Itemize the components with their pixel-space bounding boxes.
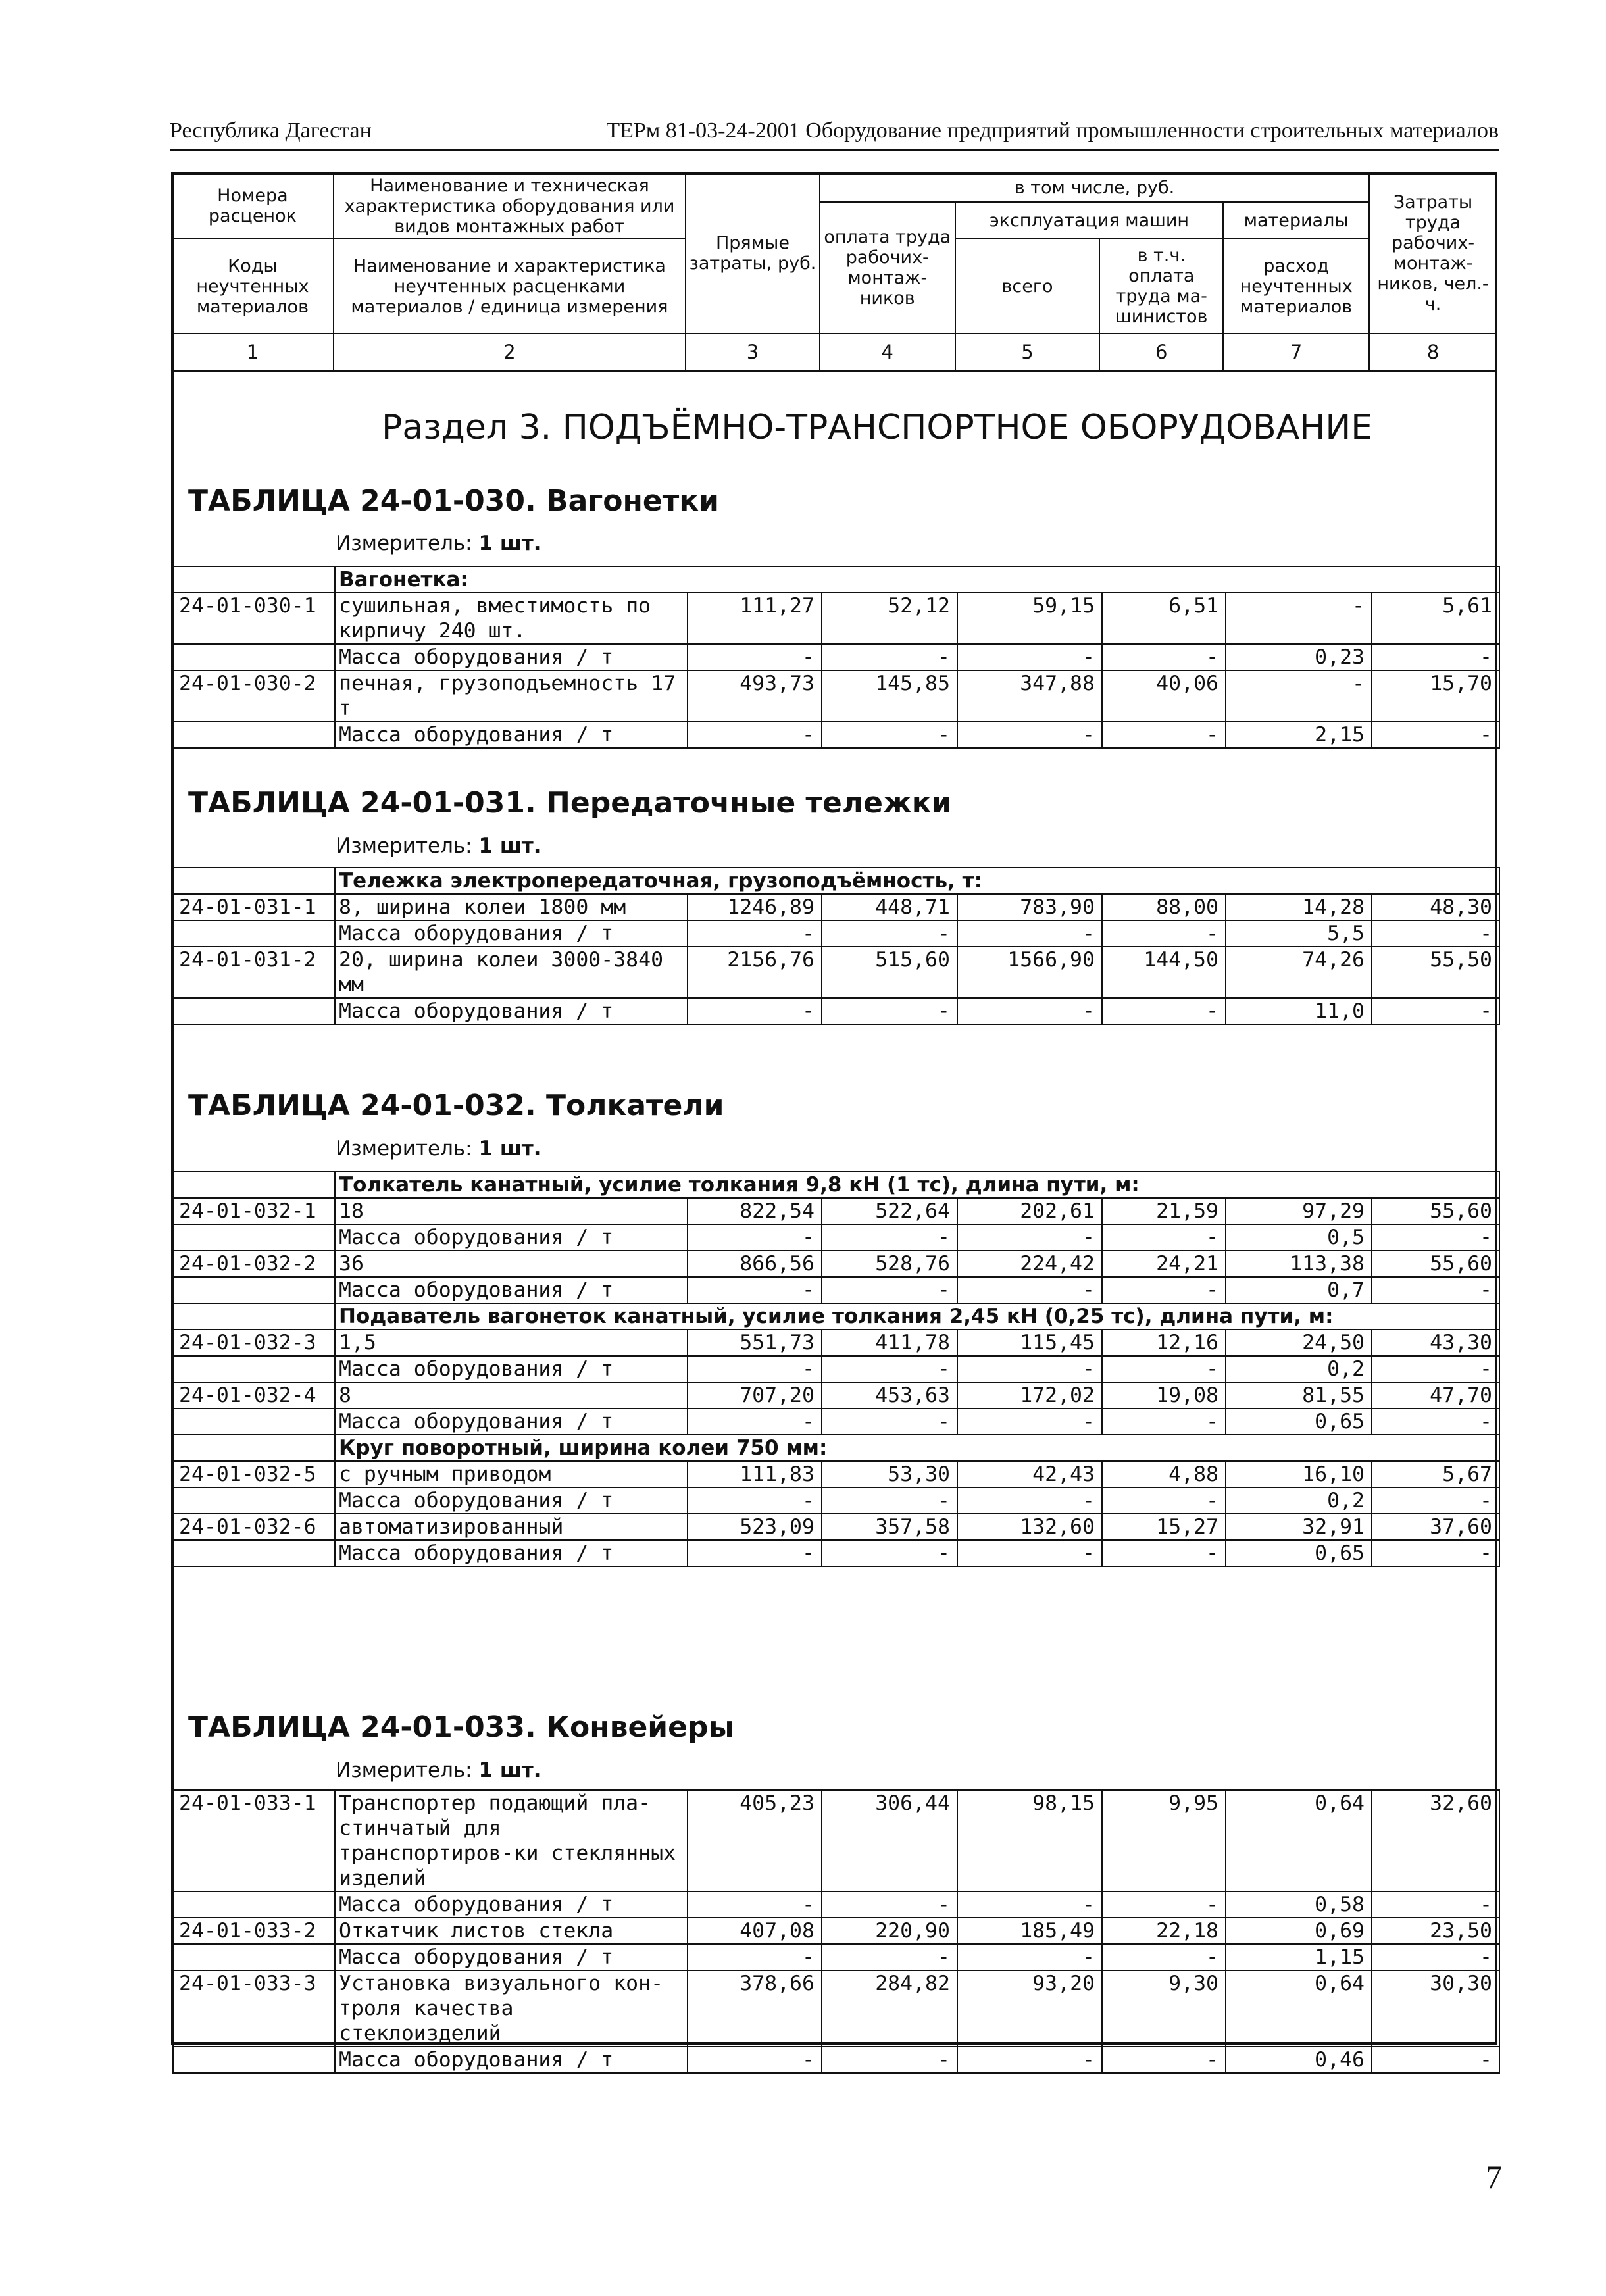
rate-row <box>173 593 1499 644</box>
rate-code <box>173 1944 335 1970</box>
group-code-cell <box>173 868 335 894</box>
value-machinist-pay: - <box>1102 1540 1226 1566</box>
col-header-including: в том числе, руб. <box>820 173 1369 202</box>
value-worker-pay: - <box>822 1356 957 1382</box>
group-heading: Толкатель канатный, усилие толкания 9,8 кН (1 тс), длина пути, м: <box>335 1172 1499 1198</box>
rate-code <box>173 1891 335 1918</box>
value-materials-consumption: 97,29 <box>1226 1198 1372 1224</box>
col-header-machines-total: всего <box>955 239 1100 334</box>
column-header-table <box>171 172 1497 372</box>
value-labor-hours: 5,61 <box>1372 593 1499 644</box>
rate-description: Масса оборудования / т <box>335 998 688 1024</box>
value-machines-total: - <box>957 1224 1102 1251</box>
mass-row <box>173 1891 1499 1918</box>
value-worker-pay: - <box>822 1944 957 1970</box>
rate-description: Масса оборудования / т <box>335 1224 688 1251</box>
rate-row <box>173 670 1499 722</box>
value-machinist-pay: 88,00 <box>1102 894 1226 920</box>
value-direct-costs: 493,73 <box>688 670 822 722</box>
value-labor-hours: - <box>1372 1891 1499 1918</box>
value-materials-consumption: 14,28 <box>1226 894 1372 920</box>
value-direct-costs: - <box>688 920 822 947</box>
group-heading: Подаватель вагонеток канатный, усилие толкания 2,45 кН (0,25 тс), длина пути, м: <box>335 1303 1499 1330</box>
value-machines-total: 783,90 <box>957 894 1102 920</box>
col-header-direct-costs: Прямые затраты, руб. <box>686 173 820 334</box>
rate-description: Масса оборудования / т <box>335 1277 688 1303</box>
group-heading: Вагонетка: <box>335 566 1499 593</box>
group-heading: Круг поворотный, ширина колеи 750 мм: <box>335 1435 1499 1461</box>
rate-description: Масса оборудования / т <box>335 1487 688 1514</box>
value-materials-consumption: 0,65 <box>1226 1540 1372 1566</box>
value-machines-total: - <box>957 1487 1102 1514</box>
value-worker-pay: 411,78 <box>822 1330 957 1356</box>
rate-code: 24-01-032-5 <box>173 1461 335 1487</box>
column-number: 3 <box>686 334 820 371</box>
value-worker-pay: 284,82 <box>822 1970 957 2047</box>
rate-row <box>173 894 1499 920</box>
column-number: 8 <box>1369 334 1497 371</box>
rate-code: 24-01-030-2 <box>173 670 335 722</box>
value-machines-total: - <box>957 1540 1102 1566</box>
value-worker-pay: - <box>822 644 957 670</box>
value-machinist-pay: - <box>1102 2047 1226 2073</box>
rate-code <box>173 1224 335 1251</box>
value-worker-pay: - <box>822 1891 957 1918</box>
value-worker-pay: 52,12 <box>822 593 957 644</box>
rate-code <box>173 1409 335 1435</box>
value-machines-total: 224,42 <box>957 1251 1102 1277</box>
value-labor-hours: - <box>1372 920 1499 947</box>
col-header-material-consumption: расход неучтенных материалов <box>1223 239 1369 334</box>
rate-description: Масса оборудования / т <box>335 1944 688 1970</box>
value-machines-total: 132,60 <box>957 1514 1102 1540</box>
value-labor-hours: 5,67 <box>1372 1461 1499 1487</box>
col-header-machinist-pay: в т.ч. оплата труда ма-шинистов <box>1099 239 1223 334</box>
value-machines-total: - <box>957 1356 1102 1382</box>
rate-description: Масса оборудования / т <box>335 644 688 670</box>
value-materials-consumption: 74,26 <box>1226 947 1372 998</box>
value-direct-costs: - <box>688 1891 822 1918</box>
col-header-equipment-name: Наименование и техническая характеристика оборудования или видов монтажных работ <box>334 173 686 239</box>
measure-value: 1 шт. <box>478 1137 541 1160</box>
table-title: ТАБЛИЦА 24-01-032. Толкатели <box>188 1089 724 1122</box>
value-machinist-pay: - <box>1102 1409 1226 1435</box>
rate-description: Масса оборудования / т <box>335 2047 688 2073</box>
rate-code: 24-01-032-6 <box>173 1514 335 1540</box>
value-machines-total: - <box>957 1409 1102 1435</box>
value-direct-costs: 405,23 <box>688 1790 822 1891</box>
value-worker-pay: - <box>822 1409 957 1435</box>
rate-row <box>173 947 1499 998</box>
value-labor-hours: 30,30 <box>1372 1970 1499 2047</box>
measure-label: Измеритель: <box>336 834 472 858</box>
rate-row <box>173 1382 1499 1409</box>
value-materials-consumption: 81,55 <box>1226 1382 1372 1409</box>
value-machinist-pay: 9,30 <box>1102 1970 1226 2047</box>
value-machines-total: - <box>957 920 1102 947</box>
value-machines-total: 93,20 <box>957 1970 1102 2047</box>
rate-description: 20, ширина колеи 3000-3840 мм <box>335 947 688 998</box>
value-worker-pay: - <box>822 920 957 947</box>
value-worker-pay: 357,58 <box>822 1514 957 1540</box>
value-direct-costs: 378,66 <box>688 1970 822 2047</box>
measure-line <box>336 1759 541 1782</box>
value-worker-pay: 522,64 <box>822 1198 957 1224</box>
column-number: 5 <box>955 334 1100 371</box>
rate-code <box>173 998 335 1024</box>
value-machinist-pay: - <box>1102 920 1226 947</box>
value-machines-total: 202,61 <box>957 1198 1102 1224</box>
value-direct-costs: - <box>688 1356 822 1382</box>
value-materials-consumption: 2,15 <box>1226 722 1372 748</box>
value-labor-hours: - <box>1372 1224 1499 1251</box>
table-title: ТАБЛИЦА 24-01-030. Вагонетки <box>188 484 719 518</box>
value-worker-pay: 448,71 <box>822 894 957 920</box>
value-machinist-pay: 144,50 <box>1102 947 1226 998</box>
header-document-title: ТЕРм 81-03-24-2001 Оборудование предприятий промышленности строительных материалов <box>606 118 1499 143</box>
rate-row <box>173 1918 1499 1944</box>
value-machines-total: - <box>957 644 1102 670</box>
value-machinist-pay: 22,18 <box>1102 1918 1226 1944</box>
mass-row <box>173 722 1499 748</box>
value-direct-costs: - <box>688 644 822 670</box>
rate-description: 36 <box>335 1251 688 1277</box>
rate-code: 24-01-031-2 <box>173 947 335 998</box>
col-header-material-codes: Коды неучтенных материалов <box>172 239 334 334</box>
value-direct-costs: 523,09 <box>688 1514 822 1540</box>
value-worker-pay: - <box>822 722 957 748</box>
rate-code: 24-01-032-1 <box>173 1198 335 1224</box>
measure-value: 1 шт. <box>478 834 541 858</box>
rate-description: Масса оборудования / т <box>335 1891 688 1918</box>
value-labor-hours: 48,30 <box>1372 894 1499 920</box>
mass-row <box>173 1540 1499 1566</box>
value-machinist-pay: - <box>1102 998 1226 1024</box>
mass-row <box>173 1224 1499 1251</box>
value-labor-hours: 55,50 <box>1372 947 1499 998</box>
mass-row <box>173 998 1499 1024</box>
value-machines-total: - <box>957 1944 1102 1970</box>
value-materials-consumption: 0,5 <box>1226 1224 1372 1251</box>
value-machines-total: 59,15 <box>957 593 1102 644</box>
value-materials-consumption: 0,46 <box>1226 2047 1372 2073</box>
rate-description: 8 <box>335 1382 688 1409</box>
value-labor-hours: - <box>1372 1944 1499 1970</box>
mass-row <box>173 1487 1499 1514</box>
value-direct-costs: - <box>688 722 822 748</box>
value-worker-pay: 515,60 <box>822 947 957 998</box>
value-machines-total: - <box>957 998 1102 1024</box>
rate-code <box>173 1487 335 1514</box>
value-machinist-pay: 6,51 <box>1102 593 1226 644</box>
value-direct-costs: 822,54 <box>688 1198 822 1224</box>
value-machinist-pay: - <box>1102 1891 1226 1918</box>
measure-label: Измеритель: <box>336 1759 472 1782</box>
value-labor-hours: 32,60 <box>1372 1790 1499 1891</box>
value-worker-pay: - <box>822 1277 957 1303</box>
value-machines-total: - <box>957 2047 1102 2073</box>
column-number: 6 <box>1099 334 1223 371</box>
rate-description: 18 <box>335 1198 688 1224</box>
rate-code <box>173 1540 335 1566</box>
value-materials-consumption: 0,2 <box>1226 1356 1372 1382</box>
rate-code: 24-01-032-3 <box>173 1330 335 1356</box>
rate-code <box>173 644 335 670</box>
measure-line <box>336 532 541 555</box>
value-machines-total: 98,15 <box>957 1790 1102 1891</box>
rate-row <box>173 1251 1499 1277</box>
value-direct-costs: 1246,89 <box>688 894 822 920</box>
value-materials-consumption: - <box>1226 670 1372 722</box>
value-direct-costs: 866,56 <box>688 1251 822 1277</box>
rate-code: 24-01-032-2 <box>173 1251 335 1277</box>
rate-description: Масса оборудования / т <box>335 920 688 947</box>
group-heading-row <box>173 1172 1499 1198</box>
value-direct-costs: - <box>688 998 822 1024</box>
value-materials-consumption: 11,0 <box>1226 998 1372 1024</box>
value-direct-costs: 111,83 <box>688 1461 822 1487</box>
value-worker-pay: 453,63 <box>822 1382 957 1409</box>
value-direct-costs: - <box>688 1277 822 1303</box>
value-machinist-pay: 12,16 <box>1102 1330 1226 1356</box>
rate-code <box>173 920 335 947</box>
value-direct-costs: - <box>688 1224 822 1251</box>
page-number: 7 <box>1486 2159 1502 2195</box>
col-header-material-names: Наименование и характеристика неучтенных расценками материалов / единица измерения <box>334 239 686 334</box>
group-heading-row <box>173 566 1499 593</box>
rate-description: 8, ширина колеи 1800 мм <box>335 894 688 920</box>
value-direct-costs: - <box>688 1944 822 1970</box>
value-direct-costs: 707,20 <box>688 1382 822 1409</box>
value-machines-total: 42,43 <box>957 1461 1102 1487</box>
value-machinist-pay: - <box>1102 644 1226 670</box>
value-machines-total: 115,45 <box>957 1330 1102 1356</box>
value-machinist-pay: 21,59 <box>1102 1198 1226 1224</box>
value-machines-total: - <box>957 1891 1102 1918</box>
rate-code <box>173 1356 335 1382</box>
rate-description: Откатчик листов стекла <box>335 1918 688 1944</box>
col-header-worker-pay: оплата труда рабочих-монтаж-ников <box>820 202 955 334</box>
rate-code: 24-01-031-1 <box>173 894 335 920</box>
value-machinist-pay: - <box>1102 722 1226 748</box>
value-direct-costs: - <box>688 2047 822 2073</box>
section-title: Раздел 3. ПОДЪЁМНО-ТРАНСПОРТНОЕ ОБОРУДОВАНИЕ <box>382 408 1373 447</box>
rate-row <box>173 1330 1499 1356</box>
value-labor-hours: - <box>1372 1356 1499 1382</box>
mass-row <box>173 1944 1499 1970</box>
rate-code <box>173 722 335 748</box>
rate-description: Транспортер подающий пла-стинчатый для транспортиров-ки стеклянных изделий <box>335 1790 688 1891</box>
value-materials-consumption: 0,7 <box>1226 1277 1372 1303</box>
value-labor-hours: 37,60 <box>1372 1514 1499 1540</box>
measure-line <box>336 834 541 858</box>
group-code-cell <box>173 1303 335 1330</box>
value-machinist-pay: 15,27 <box>1102 1514 1226 1540</box>
value-materials-consumption: 113,38 <box>1226 1251 1372 1277</box>
rate-description: Масса оборудования / т <box>335 1409 688 1435</box>
mass-row <box>173 2047 1499 2073</box>
value-labor-hours: 43,30 <box>1372 1330 1499 1356</box>
value-machines-total: 347,88 <box>957 670 1102 722</box>
value-materials-consumption: 5,5 <box>1226 920 1372 947</box>
column-number: 7 <box>1223 334 1369 371</box>
measure-value: 1 шт. <box>478 532 541 555</box>
rate-code: 24-01-033-3 <box>173 1970 335 2047</box>
value-machinist-pay: - <box>1102 1487 1226 1514</box>
value-labor-hours: - <box>1372 1540 1499 1566</box>
value-direct-costs: - <box>688 1409 822 1435</box>
mass-row <box>173 644 1499 670</box>
column-number: 2 <box>334 334 686 371</box>
group-code-cell <box>173 1172 335 1198</box>
rate-code: 24-01-033-2 <box>173 1918 335 1944</box>
value-worker-pay: - <box>822 2047 957 2073</box>
measure-label: Измеритель: <box>336 1137 472 1160</box>
header-region: Республика Дагестан <box>170 118 372 143</box>
rate-code <box>173 2047 335 2073</box>
value-materials-consumption: 24,50 <box>1226 1330 1372 1356</box>
rate-description: Масса оборудования / т <box>335 1540 688 1566</box>
rate-description: с ручным приводом <box>335 1461 688 1487</box>
value-worker-pay: - <box>822 1487 957 1514</box>
mass-row <box>173 920 1499 947</box>
table-title: ТАБЛИЦА 24-01-031. Передаточные тележки <box>188 786 952 820</box>
value-machinist-pay: 9,95 <box>1102 1790 1226 1891</box>
value-materials-consumption: 0,64 <box>1226 1790 1372 1891</box>
value-machines-total: 1566,90 <box>957 947 1102 998</box>
col-header-labor-hours: Затраты труда рабочих-монтаж-ников, чел.-ч. <box>1369 173 1497 334</box>
rate-row <box>173 1461 1499 1487</box>
rate-description: печная, грузоподъемность 17 т <box>335 670 688 722</box>
rates-table-24-01-031 <box>172 867 1500 1025</box>
value-labor-hours: - <box>1372 998 1499 1024</box>
rate-code: 24-01-030-1 <box>173 593 335 644</box>
value-machinist-pay: 4,88 <box>1102 1461 1226 1487</box>
value-materials-consumption: 1,15 <box>1226 1944 1372 1970</box>
column-number: 1 <box>172 334 334 371</box>
table-title: ТАБЛИЦА 24-01-033. Конвейеры <box>188 1710 735 1744</box>
group-heading-row <box>173 1435 1499 1461</box>
rate-row <box>173 1514 1499 1540</box>
value-materials-consumption: 0,65 <box>1226 1409 1372 1435</box>
value-materials-consumption: 0,2 <box>1226 1487 1372 1514</box>
measure-label: Измеритель: <box>336 532 472 555</box>
value-materials-consumption: - <box>1226 593 1372 644</box>
value-machinist-pay: 40,06 <box>1102 670 1226 722</box>
value-machines-total: - <box>957 1277 1102 1303</box>
column-number-row <box>172 334 1497 371</box>
group-heading: Тележка электропередаточная, грузоподъёмность, т: <box>335 868 1499 894</box>
rate-row <box>173 1198 1499 1224</box>
measure-line <box>336 1137 541 1160</box>
value-materials-consumption: 0,64 <box>1226 1970 1372 2047</box>
value-direct-costs: - <box>688 1487 822 1514</box>
value-direct-costs: 2156,76 <box>688 947 822 998</box>
rate-code <box>173 1277 335 1303</box>
group-code-cell <box>173 566 335 593</box>
value-worker-pay: 528,76 <box>822 1251 957 1277</box>
value-direct-costs: 111,27 <box>688 593 822 644</box>
value-labor-hours: 47,70 <box>1372 1382 1499 1409</box>
rate-description: Масса оборудования / т <box>335 722 688 748</box>
value-machinist-pay: 19,08 <box>1102 1382 1226 1409</box>
rates-table-24-01-030 <box>172 566 1500 749</box>
mass-row <box>173 1277 1499 1303</box>
value-labor-hours: - <box>1372 1487 1499 1514</box>
value-labor-hours: 55,60 <box>1372 1198 1499 1224</box>
value-direct-costs: 551,73 <box>688 1330 822 1356</box>
rates-table-24-01-032 <box>172 1171 1500 1567</box>
value-labor-hours: - <box>1372 722 1499 748</box>
value-materials-consumption: 0,23 <box>1226 644 1372 670</box>
value-labor-hours: 55,60 <box>1372 1251 1499 1277</box>
value-worker-pay: 220,90 <box>822 1918 957 1944</box>
group-code-cell <box>173 1435 335 1461</box>
col-header-machines: эксплуатация машин <box>955 202 1224 239</box>
group-heading-row <box>173 1303 1499 1330</box>
value-labor-hours: 15,70 <box>1372 670 1499 722</box>
value-machines-total: 172,02 <box>957 1382 1102 1409</box>
col-header-rate-numbers: Номера расценок <box>172 173 334 239</box>
rate-description: Установка визуального кон-троля качества стеклоизделий <box>335 1970 688 2047</box>
value-worker-pay: - <box>822 1224 957 1251</box>
value-worker-pay: 145,85 <box>822 670 957 722</box>
value-machinist-pay: - <box>1102 1356 1226 1382</box>
value-direct-costs: - <box>688 1540 822 1566</box>
value-labor-hours: 23,50 <box>1372 1918 1499 1944</box>
value-machinist-pay: - <box>1102 1944 1226 1970</box>
value-worker-pay: 53,30 <box>822 1461 957 1487</box>
value-materials-consumption: 16,10 <box>1226 1461 1372 1487</box>
value-direct-costs: 407,08 <box>688 1918 822 1944</box>
value-machines-total: 185,49 <box>957 1918 1102 1944</box>
col-header-materials: материалы <box>1223 202 1369 239</box>
value-labor-hours: - <box>1372 1409 1499 1435</box>
rate-description: сушильная, вместимость по кирпичу 240 шт. <box>335 593 688 644</box>
rate-code: 24-01-033-1 <box>173 1790 335 1891</box>
group-heading-row <box>173 868 1499 894</box>
rate-row <box>173 1970 1499 2047</box>
value-materials-consumption: 0,69 <box>1226 1918 1372 1944</box>
value-machinist-pay: - <box>1102 1277 1226 1303</box>
rate-description: Масса оборудования / т <box>335 1356 688 1382</box>
value-worker-pay: - <box>822 1540 957 1566</box>
value-machinist-pay: 24,21 <box>1102 1251 1226 1277</box>
column-number: 4 <box>820 334 955 371</box>
value-machinist-pay: - <box>1102 1224 1226 1251</box>
value-labor-hours: - <box>1372 644 1499 670</box>
rate-description: автоматизированный <box>335 1514 688 1540</box>
rate-code: 24-01-032-4 <box>173 1382 335 1409</box>
value-labor-hours: - <box>1372 1277 1499 1303</box>
rate-description: 1,5 <box>335 1330 688 1356</box>
rate-row <box>173 1790 1499 1891</box>
value-machines-total: - <box>957 722 1102 748</box>
value-worker-pay: 306,44 <box>822 1790 957 1891</box>
value-materials-consumption: 32,91 <box>1226 1514 1372 1540</box>
value-worker-pay: - <box>822 998 957 1024</box>
value-materials-consumption: 0,58 <box>1226 1891 1372 1918</box>
measure-value: 1 шт. <box>478 1759 541 1782</box>
rates-table-24-01-033 <box>172 1789 1500 2074</box>
mass-row <box>173 1409 1499 1435</box>
value-labor-hours: - <box>1372 2047 1499 2073</box>
mass-row <box>173 1356 1499 1382</box>
running-header <box>170 117 1499 151</box>
